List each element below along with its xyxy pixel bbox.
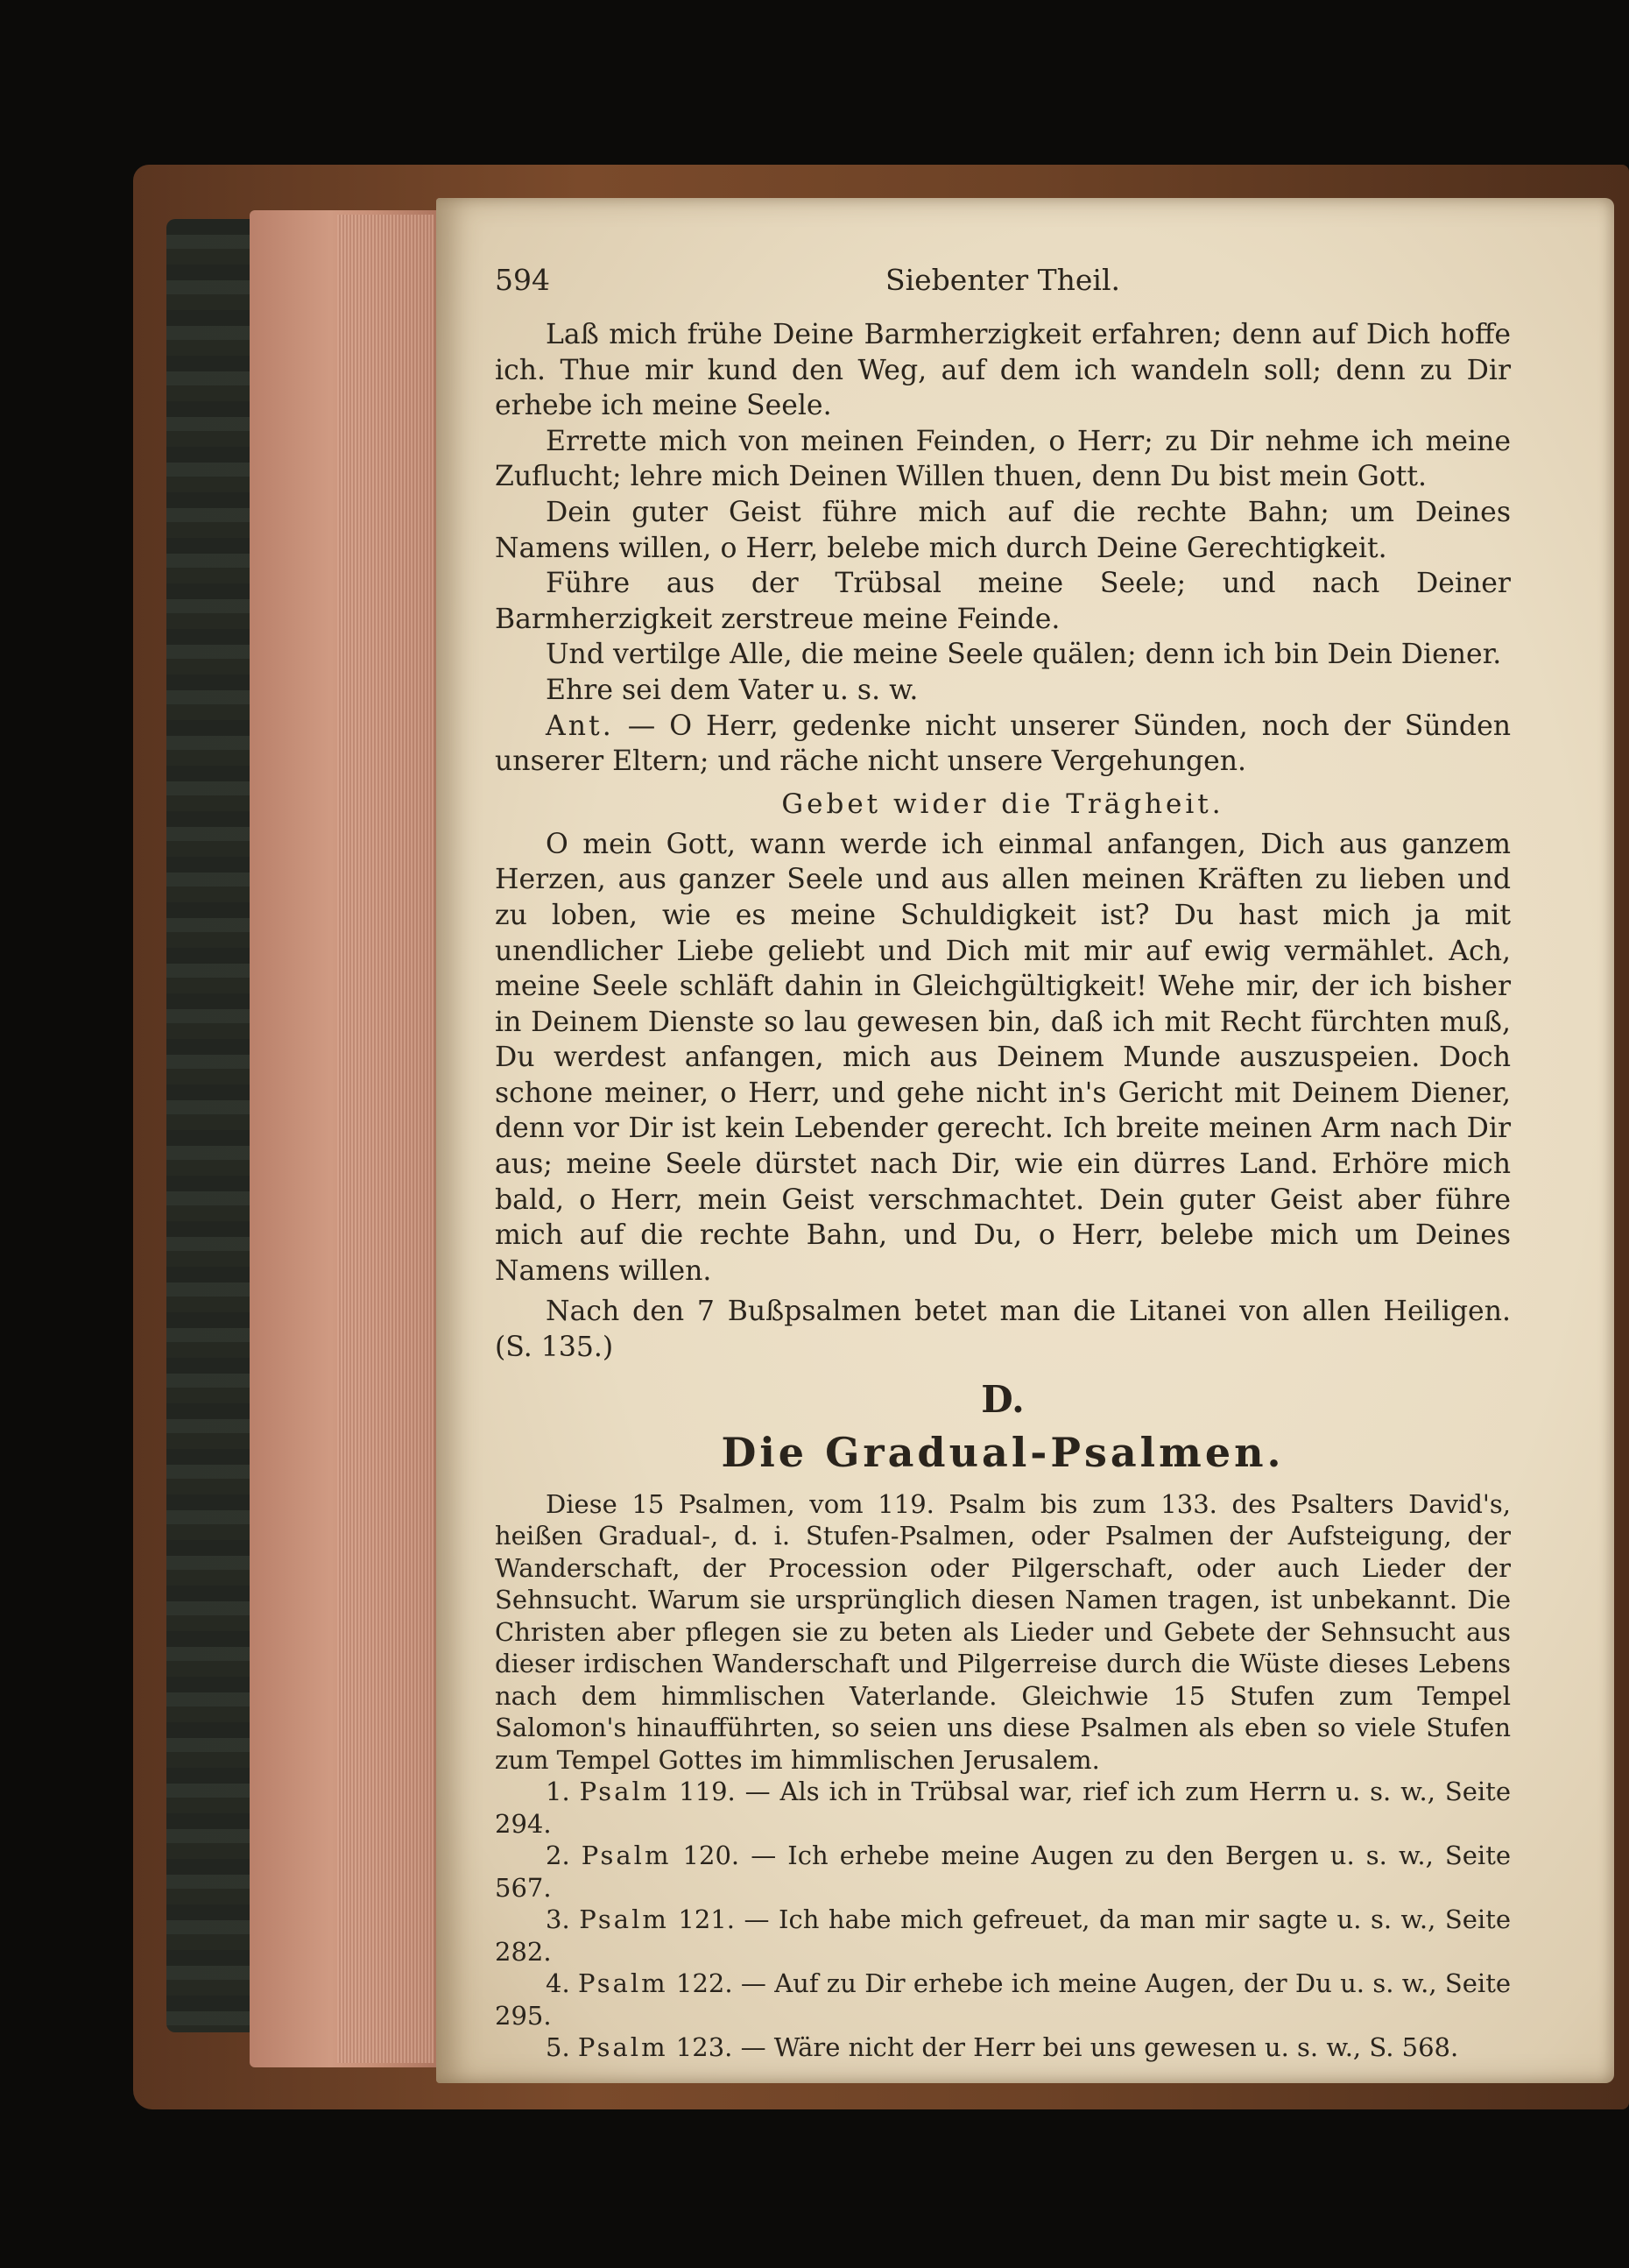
page-body (495, 317, 1511, 2064)
psalm-list-item (495, 2031, 1511, 2064)
gradual-section (495, 1488, 1511, 2064)
psalm-item-label: Psalm (579, 1904, 669, 1935)
psalm-item-num: 4. (546, 1968, 570, 1999)
gloria-patri: Ehre sei dem Vater u. s. w. (546, 674, 919, 706)
psalm-item-label: Psalm (577, 2032, 668, 2063)
psalm-list-item (495, 1904, 1511, 1968)
antiphon-label: Ant. (546, 710, 614, 742)
psalm-item-text: — Ich habe mich gefreuet, da man mir sagte u. s. w., Seite 282. (495, 1904, 1512, 1967)
psalm-item-label: Psalm (581, 1841, 672, 1871)
psalm-item-ref: 123. (675, 2032, 733, 2063)
psalm-item-ref: 120. (682, 1841, 740, 1871)
antiphon-text: — O Herr, gedenke nicht unserer Sünden, noch der Sünden unserer Eltern; und räche nicht unsere Vergehungen. (495, 710, 1511, 778)
psalm-item-num: 3. (546, 1904, 570, 1935)
running-head: Siebenter Theil. (885, 263, 1121, 297)
prayer-text: O mein Gott, wann werde ich einmal anfangen, Dich aus ganzem Herzen, aus ganzer Seele und aus allen meinen Kräften zu lieben und zu loben, wie es meine Schuldigkeit ist? Du hast mich ja mit unendlicher Liebe geliebt und Dich mit mir auf ewig vermählet. Ach, meine Seele schläft dahin in Gleichgültigkeit! Wehe mir, der ich bisher in Deinem Dienste so lau gewesen bin, daß ich mit Recht fürchten muß, Du werdest anfangen, mich aus Deinem Munde auszuspeien. Doch schone meiner, o Herr, und gehe nicht in's Gericht mit Deinem Diener, denn vor Dir ist kein Lebender gerecht. Ich breite meinen Arm nach Dir aus; meine Seele dürstet nach Dir, wie ein dürres Land. Erhöre mich bald, o Herr, mein Geist verschmachtet. Dein guter Geist aber führe mich auf die rechte Bahn, und Du, o Herr, belebe mich um Deines Namens willen. (495, 828, 1511, 1287)
psalm-item-label: Psalm (579, 1777, 670, 1807)
psalm-item-text: — Ich erhebe meine Augen zu den Bergen u. s. w., Seite 567. (495, 1841, 1512, 1903)
psalm-item-num: 5. (546, 2032, 570, 2063)
section-title: Die Gradual-Psalmen. (721, 1428, 1285, 1476)
psalm-list-item (495, 1968, 1511, 2031)
page-number: 594 (495, 263, 550, 297)
section-letter: D. (981, 1377, 1025, 1421)
psalm-item-text: — Als ich in Trübsal war, rief ich zum Herrn u. s. w., Seite 294. (495, 1777, 1511, 1839)
psalm-item-text: — Auf zu Dir erhebe ich meine Augen, der Du u. s. w., Seite 295. (495, 1968, 1512, 2031)
section-intro: Diese 15 Psalmen, vom 119. Psalm bis zum 133. des Psalters David's, heißen Gradual-, d. i. Stufen-Psalmen, oder Psalmen der Aufsteigung, der Wanderschaft, der Procession oder Pilgerschaft, oder auch Lieder der Sehnsucht. Warum sie ursprünglich diesen Namen tragen, ist unbekannt. Die Christen aber pflegen sie zu beten als Lieder und Gebete der Sehnsucht aus dieser irdischen Wanderschaft und Pilgerreise durch die Wüste dieses Lebens nach dem himmlischen Vaterlande. Gleichwie 15 Stufen zum Tempel Salomon's hinaufführten, so seien uns diese Psalmen als eben so viele Stufen zum Tempel Gottes im himmlischen Jerusalem. (495, 1488, 1511, 1775)
psalm-verse: Laß mich frühe Deine Barmherzigkeit erfahren; denn auf Dich hoffe ich. Thue mir kund den Weg, auf dem ich wandeln soll; denn zu Dir erhebe ich meine Seele. (495, 319, 1511, 422)
psalm-item-text: — Wäre nicht der Herr bei uns gewesen u. s. w., S. 568. (740, 2032, 1459, 2063)
psalm-verse: Errette mich von meinen Feinden, o Herr; zu Dir nehme ich meine Zuflucht; lehre mich Deinen Willen thuen, denn Du bist mein Gott. (495, 425, 1511, 493)
antiphon (495, 709, 1511, 780)
psalm-list-item (495, 1776, 1511, 1840)
prayer-title: Gebet wider die Trägheit. (781, 788, 1224, 820)
psalm-list-item (495, 1840, 1511, 1904)
litany-note: Nach den 7 Bußpsalmen betet man die Litanei von allen Heiligen. (S. 135.) (495, 1296, 1511, 1364)
page-edges (337, 215, 434, 2063)
psalm-item-ref: 119. (679, 1777, 736, 1807)
psalm-item-label: Psalm (578, 1968, 668, 1999)
psalm-item-num: 2. (546, 1841, 570, 1871)
psalm-item-num: 1. (546, 1777, 570, 1807)
psalm-item-ref: 121. (678, 1904, 735, 1935)
psalm-item-ref: 122. (676, 1968, 733, 1999)
book-spine (166, 219, 263, 2032)
psalm-verse: Dein guter Geist führe mich auf die rechte Bahn; um Deines Namens willen, o Herr, belebe mich durch Deine Gerechtigkeit. (495, 496, 1511, 564)
psalm-verse: Führe aus der Trübsal meine Seele; und nach Deiner Barmherzigkeit zerstreue meine Feinde. (495, 568, 1511, 635)
psalm-verse: Und vertilge Alle, die meine Seele quälen; denn ich bin Dein Diener. (546, 639, 1502, 671)
page-header (495, 263, 1511, 307)
